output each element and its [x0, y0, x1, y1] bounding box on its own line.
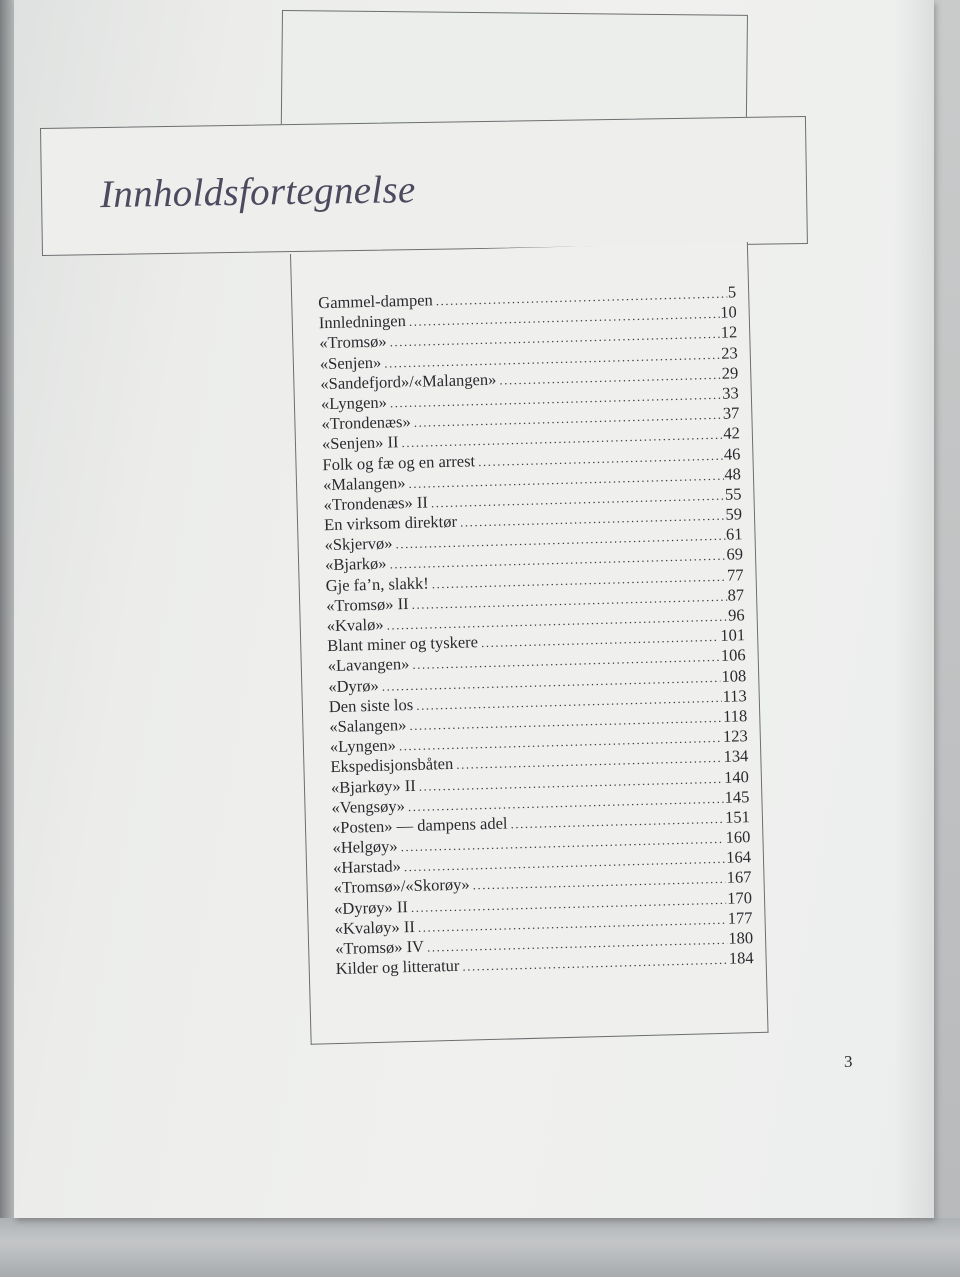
toc-entry-page: 33 [722, 383, 740, 403]
toc-entry-title: «Skjervø» [324, 533, 393, 555]
toc-entry-title: «Vengsøy» [331, 795, 406, 817]
toc-entry-page: 77 [726, 564, 744, 585]
toc-entry-page: 69 [726, 544, 744, 565]
toc-entry-page: 10 [719, 302, 737, 322]
toc-entry-page: 113 [722, 685, 747, 706]
toc-entry-title: «Tromsø» IV [334, 936, 425, 959]
toc-entry-page: 29 [721, 363, 739, 383]
toc-entry-title: «Lavangen» [327, 654, 410, 676]
toc-entry-title: Den siste los [328, 694, 414, 716]
toc-entry-page: 12 [720, 322, 738, 343]
toc-entry-page: 145 [724, 786, 750, 807]
toc-entry-title: «Malangen» [322, 472, 406, 494]
toc-entry-title: «Kvaløy» II [334, 916, 416, 938]
toc-entry-page: 96 [727, 605, 745, 625]
toc-entry-title: Blant miner og tyskere [327, 632, 479, 656]
toc-entry-title: «Kvalø» [326, 614, 384, 636]
toc-entry-title: Gje fa’n, slakk! [325, 573, 429, 595]
toc-entry-title: «Tromsø» II [325, 593, 409, 615]
toc-entry-page: 5 [727, 282, 737, 302]
toc-entry-title: Kilder og litteratur [335, 956, 460, 979]
toc-entry-title: Gammel-dampen [318, 290, 434, 313]
toc-entry-page: 140 [723, 766, 750, 787]
toc-entry-page: 37 [722, 403, 740, 423]
toc-entry-title: «Bjarkø» [324, 554, 387, 575]
toc-entry-title: «Tromsø»/«Skorøy» [333, 874, 470, 898]
toc-entry-page: 23 [720, 342, 738, 363]
toc-entry-page: 59 [725, 504, 743, 524]
toc-entry-title: «Bjarkøy» II [330, 775, 416, 797]
toc-entry-page: 46 [723, 443, 741, 464]
toc-entry-title: «Senjen» [319, 352, 382, 373]
toc-entry-page: 134 [723, 746, 749, 767]
toc-entry-title: En virksom direktør [323, 511, 458, 535]
toc-entry-title: «Dyrøy» II [333, 896, 409, 918]
toc-entry-title: Ekspedisjonsbåten [330, 754, 454, 777]
toc-entry-page: 48 [724, 463, 742, 484]
toc-list [318, 282, 754, 979]
toc-entry-page: 118 [722, 706, 748, 726]
toc-entry-page: 167 [726, 867, 752, 888]
toc-entry-page: 180 [728, 928, 754, 948]
toc-entry-title: «Tromsø» [319, 331, 387, 353]
toc-entry-title: «Lyngen» [320, 392, 388, 414]
title-banner [40, 116, 808, 256]
toc-entry-title: «Sandefjord»/«Malangen» [320, 369, 497, 393]
toc-entry-title: Innledningen [318, 311, 407, 333]
toc-entry-page: 101 [720, 625, 746, 646]
toc-entry-title: Folk og fæ og en arrest [322, 450, 476, 474]
toc-entry-title: «Helgøy» [332, 836, 398, 858]
toc-entry-title: «Salangen» [329, 715, 407, 737]
toc-entry-title: «Posten» — dampens adel [331, 813, 508, 837]
toc-entry-title: «Trondenæs» [321, 412, 411, 434]
toc-entry-page: 177 [727, 907, 753, 928]
toc-entry-title: «Lyngen» [329, 735, 397, 757]
toc-entry-page: 164 [725, 847, 752, 868]
page-number: 3 [844, 1052, 853, 1071]
toc-entry-page: 184 [728, 948, 754, 968]
book-page [14, 0, 934, 1218]
page-title: Innholdsfortegnelse [99, 168, 416, 217]
toc-entry-title: «Dyrø» [328, 675, 379, 696]
toc-entry-page: 160 [725, 827, 751, 847]
toc-entry-page: 87 [727, 585, 745, 605]
table-of-contents-box [290, 242, 769, 1045]
toc-entry-page: 151 [724, 807, 751, 827]
toc-entry-page: 106 [720, 645, 746, 666]
toc-entry-page: 108 [721, 665, 747, 686]
toc-entry-page: 55 [724, 484, 742, 504]
toc-entry-title: «Trondenæs» II [323, 492, 429, 515]
toc-entry-page: 42 [723, 423, 741, 444]
toc-entry-title: «Senjen» II [321, 432, 399, 454]
table-surface [0, 1218, 960, 1277]
toc-entry-page: 170 [727, 887, 753, 908]
toc-entry-page: 61 [725, 524, 743, 544]
toc-entry-page: 123 [722, 726, 749, 746]
toc-entry-title: «Harstad» [332, 856, 402, 878]
